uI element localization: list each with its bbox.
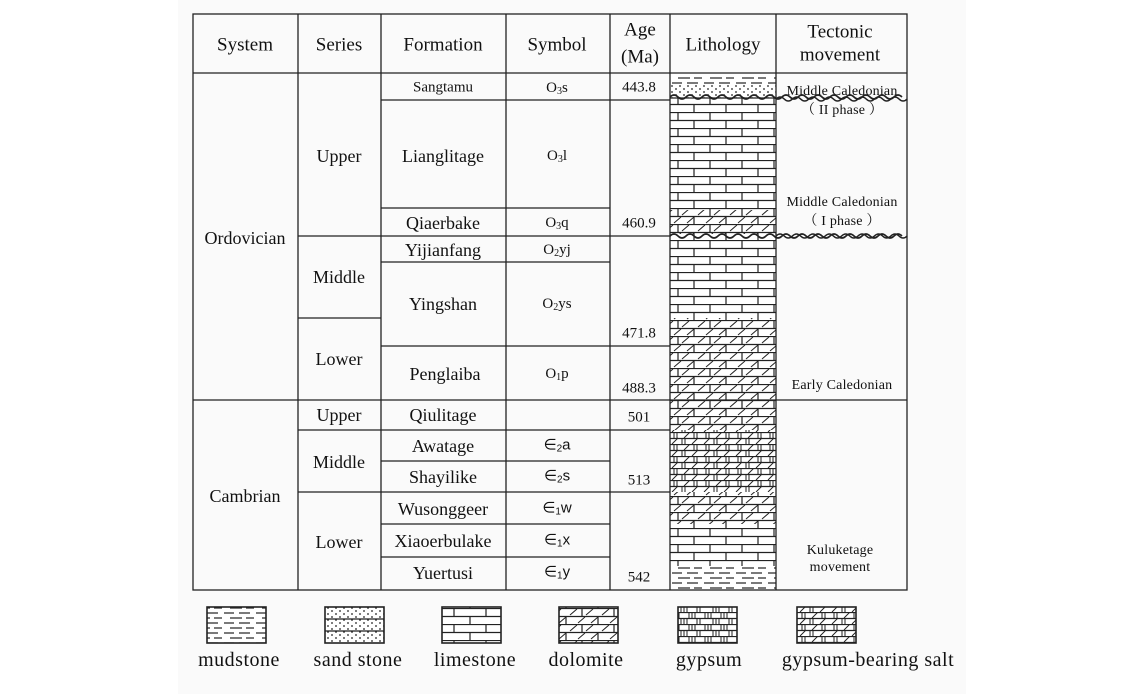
legend-label-gypsum: gypsum bbox=[675, 649, 743, 671]
symbol-penglaiba: $O_1p$ bbox=[545, 366, 569, 383]
tectonic-phase-2: （ II phase ） bbox=[800, 103, 884, 118]
formation-awatage: Awatage bbox=[411, 436, 475, 456]
formation-yingshan: Yingshan bbox=[408, 294, 478, 314]
legend-label-dolomite: dolomite bbox=[548, 649, 624, 671]
symbol-shayilike: $\in_2s$ bbox=[543, 467, 571, 486]
age-460-9: 460.9 bbox=[622, 215, 656, 232]
formation-wusonggeer: Wusonggeer bbox=[397, 499, 489, 519]
symbol-wusonggeer: $\in_1w$ bbox=[542, 499, 572, 518]
formation-penglaiba: Penglaiba bbox=[409, 364, 481, 384]
formation-yijianfang: Yijianfang bbox=[405, 240, 481, 260]
series-cambrian-lower: Lower bbox=[315, 532, 363, 552]
age-513: 513 bbox=[627, 472, 651, 489]
header-age: Age bbox=[624, 19, 656, 41]
series-ordovician-middle: Middle bbox=[313, 267, 365, 287]
legend-swatch-mudstone bbox=[207, 607, 266, 643]
series-ordovician-lower: Lower bbox=[315, 349, 363, 369]
symbol-yijianfang: $O_2yj$ bbox=[543, 242, 571, 259]
header-tectonic-2: movement bbox=[799, 44, 881, 66]
age-471-8: 471.8 bbox=[622, 325, 656, 342]
formation-qiulitage: Qiulitage bbox=[409, 405, 477, 425]
tectonic-middle-caledonian-1: Middle Caledonian bbox=[786, 195, 898, 210]
age-443-8: 443.8 bbox=[622, 79, 656, 96]
header-age-unit: (Ma) bbox=[621, 46, 659, 68]
header-series: Series bbox=[315, 34, 363, 56]
system-cambrian: Cambrian bbox=[209, 486, 281, 506]
symbol-xiaoerbulake: $\in_1x$ bbox=[543, 531, 571, 550]
legend-swatch-sandstone bbox=[325, 607, 384, 643]
legend-label-sandstone: sand stone bbox=[313, 649, 403, 671]
legend-swatches bbox=[207, 607, 856, 643]
age-488-3: 488.3 bbox=[622, 380, 656, 397]
age-542: 542 bbox=[627, 569, 651, 586]
symbol-sangtamu: $O_3s$ bbox=[546, 80, 568, 97]
legend-swatch-gypsum bbox=[678, 607, 737, 643]
formation-yuertusi: Yuertusi bbox=[413, 563, 473, 583]
legend-label-limestone: limestone bbox=[433, 649, 517, 671]
legend-swatch-gypsum-salt bbox=[797, 607, 856, 643]
lithology-column bbox=[670, 74, 776, 590]
series-ordovician-upper: Upper bbox=[316, 146, 362, 166]
formation-xiaoerbulake: Xiaoerbulake bbox=[394, 531, 492, 551]
formation-shayilike: Shayilike bbox=[409, 467, 477, 487]
formation-lianglitage: Lianglitage bbox=[402, 146, 484, 166]
symbol-yingshan: $O_2ys$ bbox=[542, 296, 572, 313]
header-tectonic: Tectonic bbox=[807, 21, 873, 43]
header-symbol: Symbol bbox=[527, 34, 587, 56]
symbol-lianglitage: $O_3l$ bbox=[546, 148, 568, 165]
formation-qiaerbake: Qiaerbake bbox=[406, 213, 480, 233]
age-501: 501 bbox=[627, 409, 651, 426]
tectonic-early-caledonian: Early Caledonian bbox=[791, 378, 893, 393]
tectonic-phase-1: （ I phase ） bbox=[803, 214, 881, 229]
header-formation: Formation bbox=[403, 34, 483, 56]
series-cambrian-upper: Upper bbox=[316, 405, 362, 425]
formation-sangtamu: Sangtamu bbox=[413, 79, 473, 96]
symbol-awatage: $\in_2a$ bbox=[543, 436, 571, 455]
tectonic-kuluketage: Kuluketage bbox=[806, 543, 874, 558]
legend-swatch-limestone bbox=[442, 607, 501, 643]
legend-label-gypsum-salt: gypsum-bearing salt bbox=[781, 649, 955, 671]
legend-swatch-dolomite bbox=[559, 607, 618, 643]
header-system: System bbox=[217, 34, 273, 56]
system-ordovician: Ordovician bbox=[204, 228, 286, 248]
symbol-qiaerbake: $O_3q$ bbox=[545, 215, 569, 232]
series-cambrian-middle: Middle bbox=[313, 452, 365, 472]
symbol-yuertusi: $\in_1y$ bbox=[543, 563, 571, 582]
tectonic-middle-caledonian-2: Middle Caledonian bbox=[786, 84, 898, 99]
legend-label-mudstone: mudstone bbox=[198, 649, 280, 671]
tectonic-kuluketage-movement: movement bbox=[809, 560, 871, 575]
header-lithology: Lithology bbox=[685, 34, 761, 56]
